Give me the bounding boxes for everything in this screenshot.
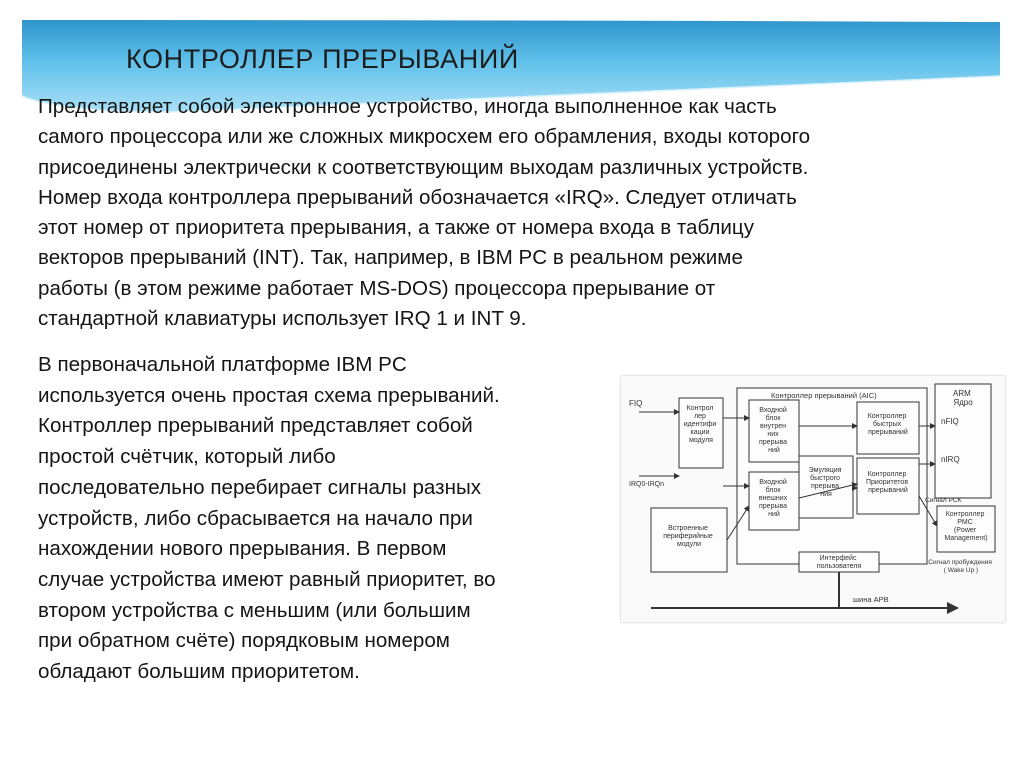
body-line: используется очень простая схема прерываний. (38, 383, 500, 407)
body-line: последовательно перебирает сигналы разных (38, 475, 482, 499)
apb-bus-label: шина APB (853, 595, 889, 604)
pmc-label: Контроллер PMC (Power Management) (944, 511, 988, 542)
irq-input-label: IRQ0-IRQn (629, 481, 665, 488)
intro-paragraph (38, 92, 1008, 334)
embedded-modules-label: Встроенные периферийные модули (663, 525, 713, 548)
intro-line: самого процессора или же сложных микросхем его обрамления, входы которого (38, 125, 811, 149)
intro-line: стандартной клавиатуры использует IRQ 1 и INT 9. (38, 307, 527, 331)
body-line: простой счётчик, который либо (38, 445, 336, 469)
arm-core-label: ARM Ядро (952, 389, 973, 407)
wakeup-label: Сигнал пробуждения ( Wake Up ) (928, 559, 992, 574)
body-line: В первоначальной платформе IBM PC (38, 353, 407, 376)
fast-emulation-label: Эмуляция быстрого прерыва ния (808, 467, 842, 498)
body-line: втором устройства с меньшим (или большим (38, 598, 471, 622)
body-line: устройств, либо сбрасывается на начало при (38, 506, 473, 530)
fast-controller-box (857, 402, 919, 454)
fiq-input-label: FIQ (629, 399, 643, 408)
input-internal-label: Входной блок внутрен них прерыва ний (759, 407, 788, 454)
interrupt-controller-diagram (621, 376, 1005, 622)
aic-label: Контроллер прерываний (AIC) (771, 391, 877, 400)
body-line: Контроллер прерываний представляет собой (38, 414, 473, 438)
intro-line: присоединены электрически к соответствующим выходам различных устройств. (38, 155, 809, 179)
intro-line: векторов прерываний (INT). Так, например, в IBM PC в реальном режиме (38, 246, 743, 270)
intro-line: этот номер от приоритета прерывания, а также от номера входа в таблицу (38, 216, 754, 240)
page-title: КОНТРОЛЛЕР ПРЕРЫВАНИЙ (126, 44, 519, 74)
nfiq-label: nFIQ (941, 417, 959, 426)
fast-controller-label: Контроллер быстрых прерываний (867, 413, 908, 436)
intro-line: работы (в этом режиме работает MS-DOS) процессора прерывание от (38, 276, 716, 300)
body-line: при обратном счёте) порядковым номером (38, 629, 450, 653)
embedded-modules-box (651, 508, 727, 572)
intro-line: Номер входа контроллера прерываний обозначается «IRQ». Следует отличать (38, 185, 797, 209)
input-external-label: Входной блок внешних прерыва ний (758, 479, 788, 518)
user-interface-label: Интерфейс пользователя (816, 555, 862, 570)
intro-line: Представляет собой электронное устройство, иногда выполненное как часть (38, 95, 777, 118)
nirq-label: nIRQ (941, 455, 960, 464)
body-line: обладают большим приоритетом. (38, 660, 360, 684)
body-paragraph (38, 350, 628, 688)
priority-controller-label: Контроллер Приоритетов прерываний (865, 471, 909, 494)
body-line: случае устройства имеют равный приоритет, во (38, 567, 496, 591)
priority-controller-box (857, 458, 919, 514)
pck-signal-label: Сигнал PCK (925, 497, 962, 504)
control-module-label: Контрол лер идентифи кации модуля (683, 405, 717, 444)
body-line: нахождении нового прерывания. В первом (38, 537, 447, 561)
